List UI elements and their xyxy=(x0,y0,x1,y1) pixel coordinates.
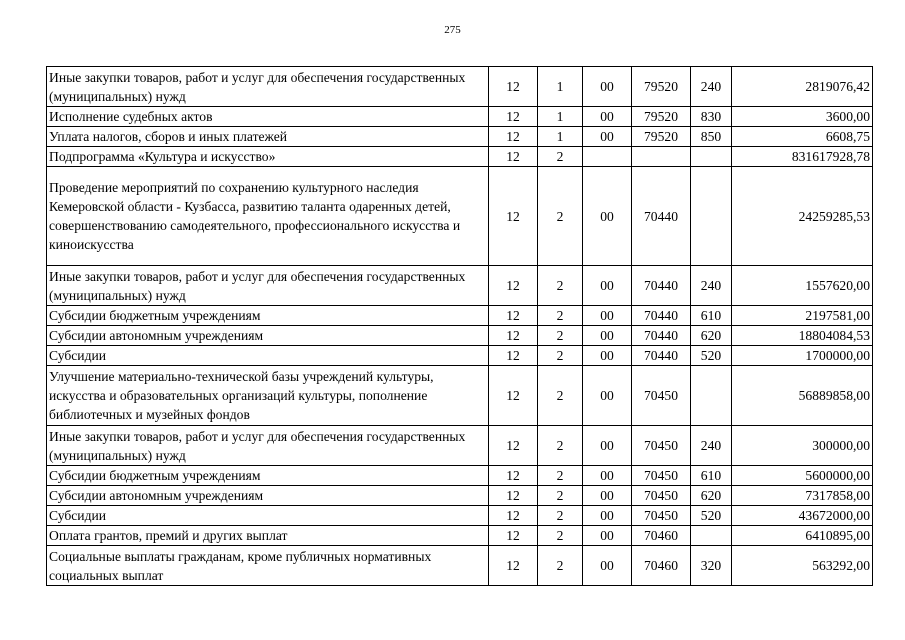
row-amount: 6410895,00 xyxy=(732,526,873,546)
table-row xyxy=(47,167,873,266)
row-name: Оплата грантов, премий и других выплат xyxy=(47,526,489,546)
row-subsection-code: 2 xyxy=(538,147,583,167)
row-subsection-code: 2 xyxy=(538,506,583,526)
row-section-code: 12 xyxy=(489,306,538,326)
table-row xyxy=(47,266,873,306)
table-row xyxy=(47,147,873,167)
table-row xyxy=(47,466,873,486)
row-expense-type: 520 xyxy=(691,506,732,526)
row-name: Социальные выплаты гражданам, кроме публичных нормативных социальных выплат xyxy=(47,546,489,586)
row-name: Улучшение материально-технической базы учреждений культуры, искусства и образовательных организаций культуры, пополнение библиотечных и музейных фондов xyxy=(47,366,489,426)
row-name: Субсидии xyxy=(47,346,489,366)
row-name: Уплата налогов, сборов и иных платежей xyxy=(47,127,489,147)
row-subsection-code: 2 xyxy=(538,306,583,326)
table-row xyxy=(47,346,873,366)
row-subsection-code: 2 xyxy=(538,466,583,486)
row-program-code: 00 xyxy=(583,546,632,586)
row-direction-code xyxy=(632,147,691,167)
row-amount: 2819076,42 xyxy=(732,67,873,107)
row-direction-code: 79520 xyxy=(632,107,691,127)
row-amount: 3600,00 xyxy=(732,107,873,127)
row-amount: 1557620,00 xyxy=(732,266,873,306)
row-name: Субсидии xyxy=(47,506,489,526)
row-direction-code: 79520 xyxy=(632,127,691,147)
row-name: Проведение мероприятий по сохранению культурного наследия Кемеровской области - Кузбасса, развитию таланта одаренных детей, совершенствованию самодеятельного, профессионального искусства и киноискусства xyxy=(47,167,489,266)
row-expense-type xyxy=(691,526,732,546)
row-amount: 831617928,78 xyxy=(732,147,873,167)
table-row xyxy=(47,366,873,426)
row-section-code: 12 xyxy=(489,147,538,167)
row-program-code: 00 xyxy=(583,326,632,346)
row-subsection-code: 2 xyxy=(538,326,583,346)
row-expense-type: 240 xyxy=(691,67,732,107)
table-row xyxy=(47,526,873,546)
row-section-code: 12 xyxy=(489,486,538,506)
row-name: Иные закупки товаров, работ и услуг для обеспечения государственных (муниципальных) нужд xyxy=(47,67,489,107)
page-number: 275 xyxy=(444,24,461,36)
table-row xyxy=(47,486,873,506)
row-subsection-code: 2 xyxy=(538,266,583,306)
row-subsection-code: 1 xyxy=(538,67,583,107)
table-row xyxy=(47,426,873,466)
row-program-code: 00 xyxy=(583,346,632,366)
row-direction-code: 70460 xyxy=(632,526,691,546)
row-program-code: 00 xyxy=(583,167,632,266)
row-section-code: 12 xyxy=(489,107,538,127)
row-subsection-code: 2 xyxy=(538,366,583,426)
row-subsection-code: 1 xyxy=(538,107,583,127)
row-section-code: 12 xyxy=(489,506,538,526)
row-direction-code: 70450 xyxy=(632,426,691,466)
row-program-code: 00 xyxy=(583,67,632,107)
row-section-code: 12 xyxy=(489,127,538,147)
row-amount: 6608,75 xyxy=(732,127,873,147)
row-amount: 18804084,53 xyxy=(732,326,873,346)
row-program-code: 00 xyxy=(583,107,632,127)
row-amount: 5600000,00 xyxy=(732,466,873,486)
row-direction-code: 70450 xyxy=(632,506,691,526)
row-subsection-code: 2 xyxy=(538,426,583,466)
row-amount: 43672000,00 xyxy=(732,506,873,526)
row-section-code: 12 xyxy=(489,67,538,107)
table-row xyxy=(47,127,873,147)
row-expense-type xyxy=(691,167,732,266)
row-section-code: 12 xyxy=(489,366,538,426)
row-program-code: 00 xyxy=(583,466,632,486)
row-name: Исполнение судебных актов xyxy=(47,107,489,127)
table-row xyxy=(47,546,873,586)
row-program-code: 00 xyxy=(583,486,632,506)
budget-table xyxy=(46,66,873,586)
row-expense-type xyxy=(691,147,732,167)
row-amount: 563292,00 xyxy=(732,546,873,586)
row-program-code: 00 xyxy=(583,366,632,426)
row-program-code: 00 xyxy=(583,306,632,326)
row-section-code: 12 xyxy=(489,326,538,346)
table-row xyxy=(47,67,873,107)
row-expense-type xyxy=(691,366,732,426)
row-direction-code: 70440 xyxy=(632,167,691,266)
row-direction-code: 70440 xyxy=(632,266,691,306)
row-section-code: 12 xyxy=(489,466,538,486)
table-row xyxy=(47,506,873,526)
row-program-code: 00 xyxy=(583,426,632,466)
row-amount: 300000,00 xyxy=(732,426,873,466)
row-subsection-code: 2 xyxy=(538,346,583,366)
row-direction-code: 70450 xyxy=(632,366,691,426)
row-direction-code: 70440 xyxy=(632,326,691,346)
table-row xyxy=(47,306,873,326)
row-program-code: 00 xyxy=(583,127,632,147)
row-direction-code: 79520 xyxy=(632,67,691,107)
row-subsection-code: 2 xyxy=(538,486,583,506)
row-name: Субсидии автономным учреждениям xyxy=(47,326,489,346)
row-expense-type: 320 xyxy=(691,546,732,586)
row-amount: 56889858,00 xyxy=(732,366,873,426)
row-name: Иные закупки товаров, работ и услуг для обеспечения государственных (муниципальных) нужд xyxy=(47,426,489,466)
row-direction-code: 70440 xyxy=(632,306,691,326)
row-program-code xyxy=(583,147,632,167)
row-expense-type: 610 xyxy=(691,466,732,486)
row-expense-type: 240 xyxy=(691,426,732,466)
table-row xyxy=(47,107,873,127)
row-amount: 1700000,00 xyxy=(732,346,873,366)
row-name: Субсидии бюджетным учреждениям xyxy=(47,466,489,486)
row-name: Подпрограмма «Культура и искусство» xyxy=(47,147,489,167)
row-program-code: 00 xyxy=(583,526,632,546)
row-direction-code: 70450 xyxy=(632,486,691,506)
row-subsection-code: 2 xyxy=(538,546,583,586)
row-section-code: 12 xyxy=(489,426,538,466)
row-amount: 2197581,00 xyxy=(732,306,873,326)
row-name: Субсидии бюджетным учреждениям xyxy=(47,306,489,326)
row-direction-code: 70440 xyxy=(632,346,691,366)
row-program-code: 00 xyxy=(583,506,632,526)
row-name: Субсидии автономным учреждениям xyxy=(47,486,489,506)
row-expense-type: 610 xyxy=(691,306,732,326)
row-section-code: 12 xyxy=(489,346,538,366)
row-amount: 7317858,00 xyxy=(732,486,873,506)
row-subsection-code: 2 xyxy=(538,526,583,546)
row-expense-type: 830 xyxy=(691,107,732,127)
row-program-code: 00 xyxy=(583,266,632,306)
row-direction-code: 70460 xyxy=(632,546,691,586)
row-subsection-code: 2 xyxy=(538,167,583,266)
row-subsection-code: 1 xyxy=(538,127,583,147)
row-expense-type: 520 xyxy=(691,346,732,366)
row-section-code: 12 xyxy=(489,546,538,586)
row-section-code: 12 xyxy=(489,526,538,546)
row-section-code: 12 xyxy=(489,266,538,306)
row-section-code: 12 xyxy=(489,167,538,266)
row-direction-code: 70450 xyxy=(632,466,691,486)
table-row xyxy=(47,326,873,346)
row-expense-type: 240 xyxy=(691,266,732,306)
row-expense-type: 620 xyxy=(691,486,732,506)
row-expense-type: 620 xyxy=(691,326,732,346)
row-expense-type: 850 xyxy=(691,127,732,147)
row-amount: 24259285,53 xyxy=(732,167,873,266)
row-name: Иные закупки товаров, работ и услуг для обеспечения государственных (муниципальных) нужд xyxy=(47,266,489,306)
